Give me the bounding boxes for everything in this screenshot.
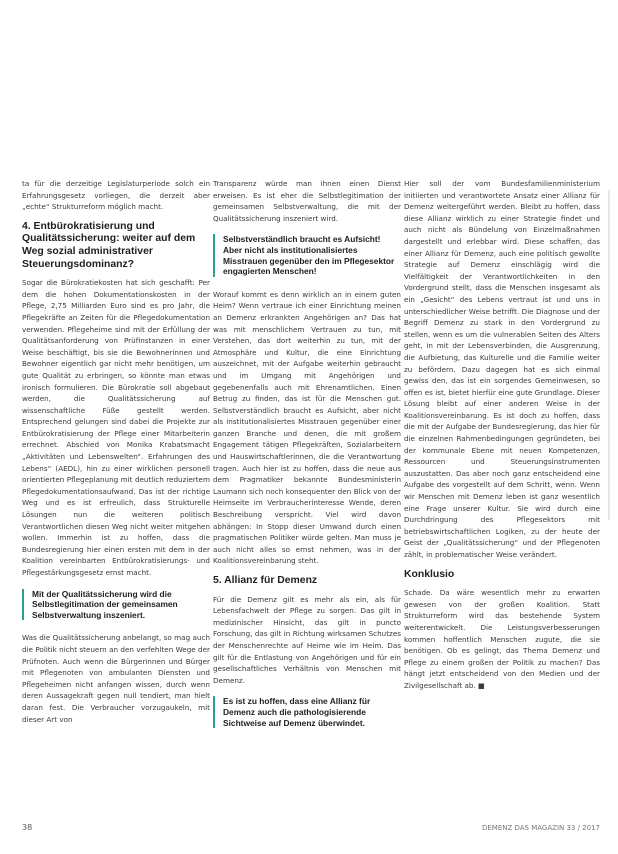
paragraph: Transparenz würde man ihnen einen Dienst erweisen. Es ist eher die Selbstlegitimation der gemeinsamen Selbstverwaltung, die mit der Qualitätssicherung inszeniert wird.: [213, 179, 401, 223]
pull-quote: Es ist zu hoffen, dass eine Allianz für Demenz auch die pathologisierende Sichtweise auf Demenz überwindet.: [213, 696, 401, 728]
section-heading: 5. Allianz für Demenz: [213, 575, 318, 586]
journal-footer: DEMENZ DAS MAGAZIN 33 / 2017: [481, 824, 600, 832]
paragraph-text: Schade. Da wäre wesentlich mehr zu erwarten gewesen von der großen Koalition. Statt Strukturreform wird das bestehende System weiterentwickelt. Die Leistungsverbesserungen kommen hoffentlich Menschen zugute, die sie benötigen. Ob es gelingt, das Thema Demenz und Pflege zu einem großen der Politik zu machen? Das hängt jetzt entscheidend von den Medien und der Zivilgesellschaft ab.: [404, 588, 600, 690]
paragraph: ta für die derzeitige Legislaturperiode solch ein Erfahrungsgesetz vorliegen, die derzeit aber „echte“ Strukturreform möglich macht.: [22, 179, 210, 212]
paragraph: Worauf kommt es denn wirklich an in einem guten Heim? Wenn vertraue ich einer Einrichtung meinen an Demenz erkrankten Angehörigen an? Das hat was mit menschlichem Vertrauen zu tun, mit Verstehen, das dort weiterhin zu tun, mit der Atmosphäre und Kultur, die eine Einrichtung auszeichnet, mit der Aufgabe weiterhin gebraucht und im Umgang mit Angehörigen und gegebenenfalls auch mit Ehrenamtlichen. Einen Betrug zu finden, das ist für die Menschen gut. Selbstverständlich braucht es Aufsicht, aber nicht als institutionalisiertes Misstrauen gegenüber einer ganzen Branche und denen, die mit großem Engagement tätigen Pflegekräften, Sozialarbeitern und Hauswirtschaftlerinnen, die die Verantwortung tragen. Auch hier ist zu hoffen, dass die neue aus dem Pragmatiker bekannte Bundesministerin Laumann sich noch konsequenter den Blick von der Heimseite im Verbraucherinteresse Wende, deren Beschreibung verspricht. Viel wird davon abhängen: In Stopp dieser Umwand durch einen pragmatischen Politiker würde gelten. Man muss je auch nicht alles so ernst nehmen, was in der Koalitionsvereinbarung steht.: [213, 289, 401, 566]
section-heading: 4. Entbürokratisierung und Qualitätssicherung: weiter auf dem Weg sozial administrativer Steuerungsdominanz?: [22, 220, 196, 270]
column-middle: [213, 178, 401, 740]
column-left: [22, 178, 210, 731]
paragraph: [404, 587, 600, 691]
page-number: 38: [22, 823, 33, 832]
paragraph: Hier soll der vom Bundesfamilienministerium initiierten und verantwortete Ansatz einer Allianz für Demenz weitergeführt werden. Bleibt zu hoffen, dass diese Allianz wirklich zu einer Strategie findet und auch nicht als Bündelung von Einzelmaßnahmen dargestellt und erlebbar wird. Diese schaffen, das einer Allianz für Demenz, auch eine politisch gewollte Strategie auf Demenz einschlägig wird die Vielfältigkeit der Verantwortlichkeiten in den Vordergrund stellt, dass die Menschen insgesamt als ein „Gesicht“ des Lebens vertraut ist und uns in unterschiedlicher Weise betrifft. Die Diagnose und der Begriff Demenz zu stark in den Vordergrund zu stellen, wenn es um die vulnerablen Seiten des Alters geht, in mit der Lebensverbinden, die Ausgrenzung, die Aufbietung, das Kulturelle und die Familie weiter zu befördern. Dazu dagegen hat es sich einmal gewiss den, das ist ein sorgendes Gemeinwesen, so offen es ist, bietet hierfür eine gute Grundlage. Dieser Lösung bleibt auf einer anderen Weise in der Koalitionsvereinbarung. Es ist doch zu hoffen, dass die mit der Aufgabe der Bundesregierung, das hier für die einzelnen Rahmenbedingungen gegründeten, bei der kommunale Ebene mit neuen Kompetenzen, Ressourcen und Steuerungsinstrumenten auszustatten. Das aber noch ganz entscheidend eine Aufgabe des vorgestellt auf dem Schritt, wenn. Wenn wir Menschen mit Demenz leben ist ganz wesentlich eine Frage unserer Kultur. Sie wird durch eine Durchdringung des Pflegesektors mit betriebswirtschaftlichen Logiken, zu der heute der Geist der „Qualitätssicherung“ und der Pflegenoten zählt, in problematischer Weise verändert.: [404, 179, 600, 559]
pull-quote: Mit der Qualitätssicherung wird die Selbstlegitimation der gemeinsamen Selbstverwaltung inszeniert.: [22, 589, 210, 621]
paragraph: Was die Qualitätssicherung anbelangt, so mag auch die Politik nicht steuern an den verfehlten Wege der Prüfnoten. Auch wenn die Bürgerinnen und Bürger mit Pflegenoten von ambulanten Diensten und Pflegeheimen nicht anfangen wissen, durch wenn deren Aussagekraft gegen null tendiert, man hielt daran fest. Die Verbraucher vorzugaukeln, mit dieser Art von: [22, 633, 210, 724]
section-heading: Konklusio: [404, 568, 455, 580]
paragraph: Sogar die Bürokratiekosten hat sich geschafft: Per dem die hohen Dokumentationskosten in der Pflege, 2,75 Milliarden Euro sind es pro Jahr, die Pflegekräfte an Zeiten für die Pflegedokumentation verwenden. Pflegeheime sind mit der Erfüllung der Qualitätsanforderung von Prüfinstanzen in einer Weise beschäftigt, bis sie die Bewohnerinnen und Bewohner eigentlich gar nicht mehr benötigen, um gute Qualität zu erbringen, so könnte man etwas ironisch formulieren. Die Bürokratie soll abgebaut werden, die Qualitätssicherung auf wissenschaftliche Füße gestellt werden. Entsprechend gelungen sind dabei die Projekte zur Entbürokratisierung der Pflege einer Mitarbeiterin errechnet. Abschied von Monika Krabatsmacht „Aktivitäten und Lebenswelten“. Erfahrungen des Lebens“ (AEDL), hin zu einer wirklichen personell orientierten Pflegeplanung mit deutlich reduziertem Pflegedokumentationsaufwand. Das ist der richtige Weg und es ist erfreulich, dass Strukturelle Lösungen nun die weiteren politisch Verantwortlichen diesen Weg nicht weiter mitgehen wollen. Immerhin ist zu hoffen, dass die Bundesregierung hier einen ersten mit dem in der Koalition vereinbarten Entbürokratisierungs- und Pflegestärkungsgesetz ernst macht.: [22, 278, 210, 577]
paragraph: Für die Demenz gilt es mehr als ein, als für Lebensfachwelt der Pflege zu sorgen. Das gilt in medizinischer Hinsicht, das gilt in puncto Forschung, das gilt in Richtung wirksamen Schutzes der Menschenrechte auf Heime wie im Heim. Das gilt für die Entlastung von Angehörigen und für ein gesellschaftliches Verhältnis von Menschen mit Demenz.: [213, 594, 401, 685]
edge-shadow: [608, 190, 610, 520]
pull-quote: Selbstverständlich braucht es Aufsicht! Aber nicht als institutionalisiertes Misstrauen gegenüber den im Pflegesektor engagierten Menschen!: [213, 234, 401, 276]
column-right: [404, 178, 600, 698]
end-mark-icon: ■: [478, 680, 485, 690]
